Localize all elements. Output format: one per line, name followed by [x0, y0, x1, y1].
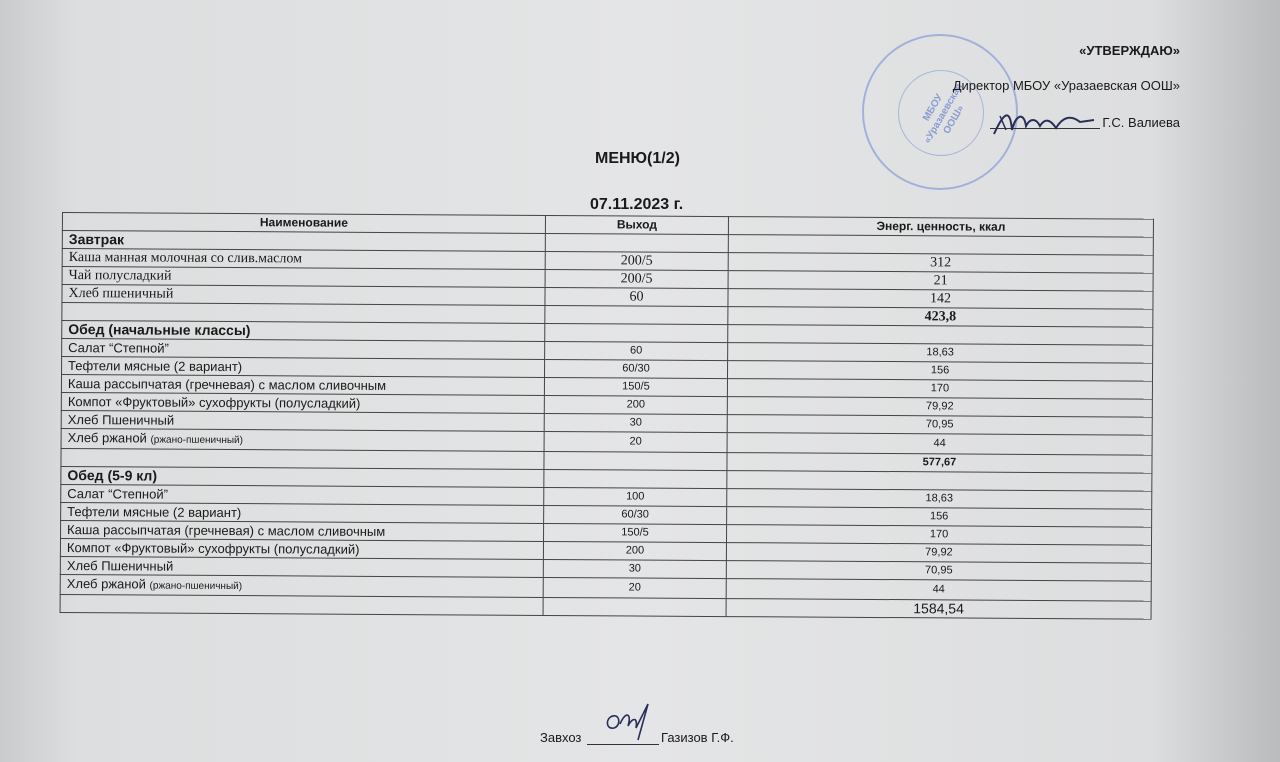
- footer-signature-line: [587, 744, 659, 745]
- dish-name: Салат “Степной”: [62, 339, 545, 360]
- dish-name: Хлеб Пшеничный: [61, 410, 544, 431]
- lunch-senior-total: 1584,54: [726, 599, 1151, 620]
- approval-director: Директор МБОУ «Уразаевская ООШ»: [952, 78, 1180, 93]
- dish-energy: 142: [728, 289, 1153, 310]
- lunch-primary-total: 577,67: [727, 453, 1152, 474]
- dish-output: 20: [543, 577, 726, 598]
- dish-energy: 18,63: [727, 489, 1152, 510]
- dish-output: 200/5: [545, 251, 728, 270]
- dish-name: Тефтели мясные (2 вариант): [61, 502, 544, 523]
- document-date: 07.11.2023 г.: [590, 196, 684, 213]
- menu-table: [60, 212, 1154, 620]
- dish-name: Хлеб ржаной: [66, 576, 147, 592]
- dish-name: Хлеб пшеничный: [62, 285, 545, 306]
- dish-name: Каша манная молочная со слив.маслом: [62, 249, 545, 270]
- approval-name: Г.С. Валиева: [1102, 115, 1180, 130]
- dish-name: Чай полусладкий: [62, 267, 545, 288]
- section-label: Завтрак: [62, 231, 545, 252]
- dish-energy: 156: [727, 361, 1152, 382]
- dish-output: 60/30: [544, 505, 727, 524]
- approval-title: «УТВЕРЖДАЮ»: [1079, 43, 1180, 58]
- dish-name: Каша рассыпчатая (гречневая) с маслом сливочным: [61, 520, 544, 541]
- stamp-text: МБОУ «Уразаевская ООШ»: [921, 81, 967, 146]
- dish-note: (ржано-пшеничный): [150, 434, 243, 447]
- dish-energy: 170: [726, 525, 1151, 546]
- dish-name: Хлеб ржаной: [67, 430, 147, 446]
- dish-note: (ржано-пшеничный): [149, 580, 243, 593]
- section-label: Обед (5-9 кл): [61, 466, 544, 487]
- dish-output: 200: [544, 395, 727, 414]
- dish-output: 150/5: [544, 377, 727, 396]
- dish-energy: 70,95: [727, 415, 1152, 436]
- dish-energy: 156: [727, 507, 1152, 528]
- dish-energy: 79,92: [726, 543, 1151, 564]
- dish-name-cell: [60, 574, 543, 597]
- dish-name: Салат “Степной”: [61, 484, 544, 505]
- header-energy: Энерг. ценность, ккал: [728, 217, 1153, 238]
- breakfast-total: 423,8: [728, 307, 1153, 328]
- header-output: Выход: [545, 215, 728, 234]
- header-name: Наименование: [62, 213, 545, 234]
- dish-output: 200: [543, 541, 726, 560]
- dish-name: Хлеб Пшеничный: [60, 556, 543, 577]
- manager-signature: [598, 700, 658, 742]
- dish-output: 30: [544, 413, 727, 432]
- dish-energy: 79,92: [727, 397, 1152, 418]
- dish-output: 150/5: [543, 523, 726, 542]
- footer-name: Газизов Г.Ф.: [661, 730, 734, 745]
- dish-output: 100: [544, 487, 727, 506]
- dish-energy: 44: [726, 579, 1151, 602]
- dish-energy: 312: [728, 253, 1153, 274]
- dish-energy: 44: [727, 433, 1152, 456]
- footer-role: Завхоз: [540, 730, 582, 745]
- dish-output: 60/30: [544, 359, 727, 378]
- director-signature: [990, 104, 1100, 144]
- dish-name-cell: [61, 428, 544, 451]
- dish-output: 60: [545, 287, 728, 306]
- dish-energy: 18,63: [728, 343, 1153, 364]
- dish-name: Тефтели мясные (2 вариант): [62, 357, 545, 378]
- dish-output: 30: [543, 559, 726, 578]
- dish-output: 200/5: [545, 269, 728, 288]
- dish-name: Каша рассыпчатая (гречневая) с маслом сливочным: [61, 375, 544, 396]
- dish-output: 20: [544, 431, 727, 452]
- dish-energy: 21: [728, 271, 1153, 292]
- dish-name: Компот «Фруктовый» сухофрукты (полусладкий): [60, 538, 543, 559]
- section-label: Обед (начальные классы): [62, 321, 545, 342]
- dish-output: 60: [545, 341, 728, 360]
- dish-energy: 170: [727, 379, 1152, 400]
- document-title: МЕНЮ(1/2): [595, 150, 680, 167]
- dish-energy: 70,95: [726, 561, 1151, 582]
- dish-name: Компот «Фруктовый» сухофрукты (полусладкий): [61, 392, 544, 413]
